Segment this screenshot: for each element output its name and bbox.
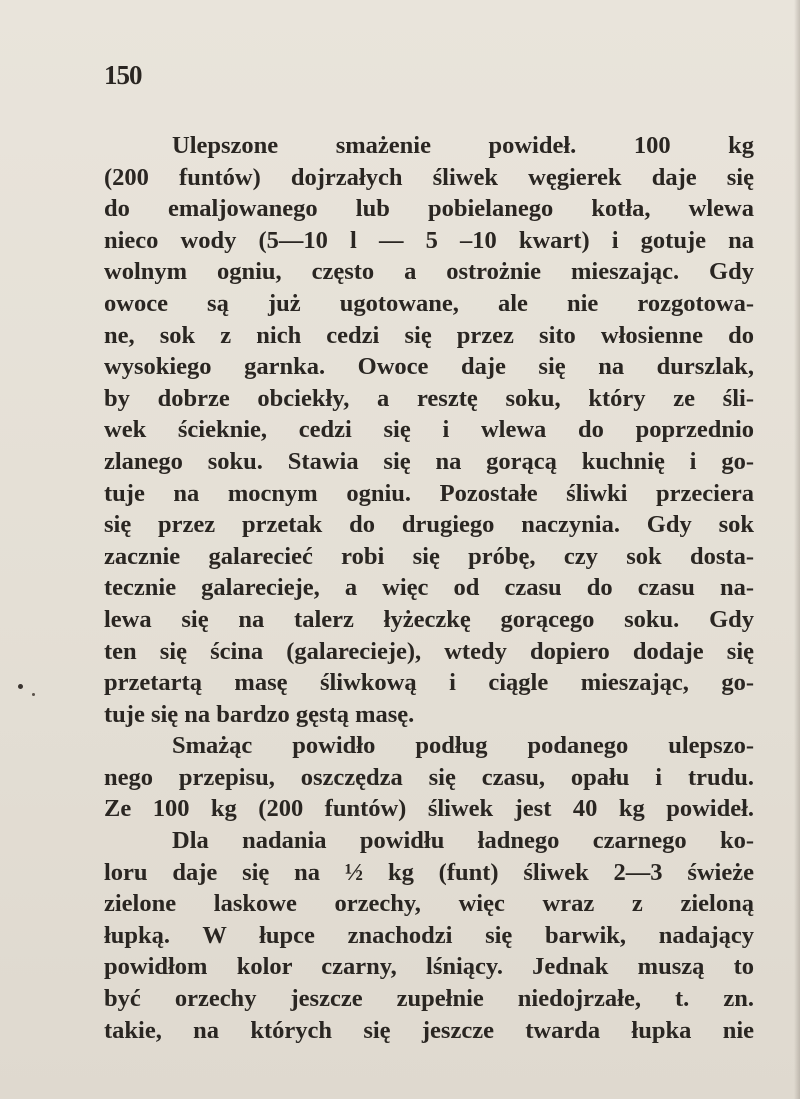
text-line: ten się ścina (galarecieje), wtedy dopiero dodaje się bbox=[104, 637, 754, 665]
text-line: tecznie galarecieje, a więc od czasu do czasu na- bbox=[104, 574, 754, 602]
text-line: wysokiego garnka. Owoce daje się na durszlak, bbox=[104, 353, 754, 381]
text-line: owoce są już ugotowane, ale nie rozgotowa- bbox=[104, 289, 754, 317]
text-line: Ulepszone smażenie powideł. 100 kg bbox=[172, 132, 754, 159]
text-line: łupką. W łupce znachodzi się barwik, nadający bbox=[104, 921, 754, 949]
text-line: zlanego soku. Stawia się na gorącą kuchnię i go- bbox=[104, 447, 754, 475]
text-line: by dobrze obciekły, a resztę soku, który ze śli- bbox=[104, 384, 754, 412]
text-line: powidłom kolor czarny, lśniący. Jednak muszą to bbox=[104, 953, 754, 981]
text-line: być orzechy jeszcze zupełnie niedojrzałe, t. zn. bbox=[104, 985, 754, 1013]
text-line: do emaljowanego lub pobielanego kotła, wlewa bbox=[104, 195, 754, 223]
text-line: takie, na których się jeszcze twarda łupka nie bbox=[104, 1016, 754, 1044]
text-line: nieco wody (5—10 l — 5 –10 kwart) i gotuje na bbox=[104, 226, 754, 254]
text-line: zielone laskowe orzechy, więc wraz z zieloną bbox=[104, 890, 754, 918]
text-line: zacznie galarecieć robi się próbę, czy sok dosta- bbox=[104, 542, 754, 570]
text-line: loru daje się na ½ kg (funt) śliwek 2—3 świeże bbox=[104, 858, 754, 886]
page-number: 150 bbox=[104, 60, 142, 90]
text-line: ne, sok z nich cedzi się przez sito włosienne do bbox=[104, 321, 754, 349]
body-text bbox=[104, 130, 754, 1046]
text-line: Smażąc powidło podług podanego ulepszo- bbox=[172, 732, 754, 760]
text-line: (200 funtów) dojrzałych śliwek węgierek daje się bbox=[104, 163, 754, 191]
ink-speck bbox=[32, 693, 35, 696]
text-line: nego przepisu, oszczędza się czasu, opału i trudu. bbox=[104, 763, 754, 791]
text-line: Ze 100 kg (200 funtów) śliwek jest 40 kg powideł. bbox=[104, 795, 754, 823]
text-line: tuje na mocnym ogniu. Pozostałe śliwki przeciera bbox=[104, 479, 754, 507]
page-edge-shadow bbox=[794, 0, 800, 1099]
text-line: Dla nadania powidłu ładnego czarnego ko- bbox=[172, 827, 754, 855]
text-line: wolnym ogniu, często a ostrożnie mieszając. Gdy bbox=[104, 258, 754, 286]
text-line: przetartą masę śliwkową i ciągle mieszając, go- bbox=[104, 669, 754, 697]
ink-speck bbox=[18, 684, 23, 689]
text-line: lewa się na talerz łyżeczkę gorącego soku. Gdy bbox=[104, 605, 754, 633]
text-line: się przez przetak do drugiego naczynia. Gdy sok bbox=[104, 511, 754, 539]
text-line: wek ścieknie, cedzi się i wlewa do poprzednio bbox=[104, 416, 754, 444]
text-line: tuje się na bardzo gęstą masę. bbox=[104, 700, 415, 728]
